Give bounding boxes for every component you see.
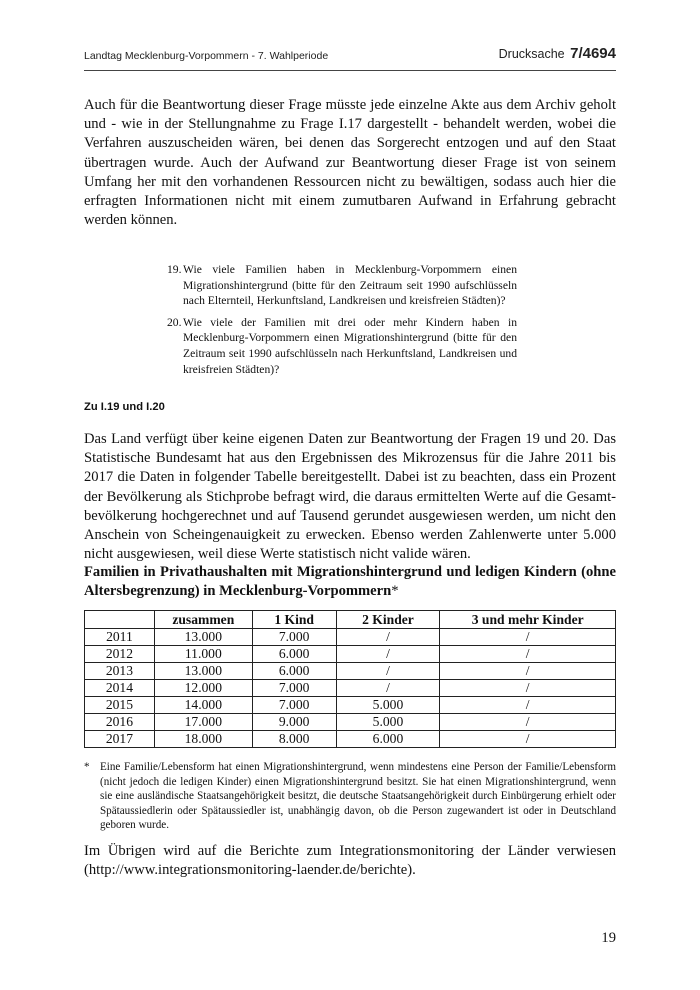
table-row xyxy=(85,697,616,714)
table-cell: 2015 xyxy=(85,697,155,714)
table-cell: 6.000 xyxy=(252,646,336,663)
table-row xyxy=(85,714,616,731)
footnote-marker: * xyxy=(84,761,90,773)
table-title xyxy=(84,563,616,601)
table-cell: 2012 xyxy=(85,646,155,663)
table-cell: 14.000 xyxy=(154,697,252,714)
page-header xyxy=(84,44,616,71)
footnote-text: Eine Familie/Lebensform hat einen Migrationshintergrund, wenn mindestens eine Person der Familie/Lebensform (nicht jedoch die ledigen Kinder) einen Migrationshintergrund besitzt. Sie hat einen Migrationshintergrund, wenn sie eine ausländische Staatsangehörigkeit besitzt, die deutsche Staatsangehörigkeit durch Einbürgerung erhielt oder Spätaussiedlerin oder Spätaussiedler ist, unabhängig davon, ob die Person zugewandert ist oder in Deutschland geboren wurde. xyxy=(100,761,616,832)
table-cell: / xyxy=(336,629,440,646)
section-heading: Zu I.19 und I.20 xyxy=(84,401,165,413)
table-row xyxy=(85,663,616,680)
table-cell: / xyxy=(440,714,616,731)
column-header xyxy=(85,611,155,629)
question-text: Wie viele der Familien mit drei oder mehr Kindern haben in Mecklenburg-Vorpommern einen Migrationshintergrund (bitte für den Zeitraum seit 1990 aufschlüsseln nach Herkunftsland, Landkreisen und kreisfreien Städten)? xyxy=(183,315,517,376)
column-header: zusammen xyxy=(154,611,252,629)
table-cell: 7.000 xyxy=(252,680,336,697)
table-cell: 9.000 xyxy=(252,714,336,731)
table-row xyxy=(85,731,616,748)
table-cell: 7.000 xyxy=(252,629,336,646)
intro-paragraph: Auch für die Beantwortung dieser Frage müsste jede einzelne Akte aus dem Archiv geholt und - wie in der Stellungnahme zu Frage I.17 dargestellt - behandelt werden, wobei die Verfahren auszuscheiden wären, bei denen das Sorgerecht entzogen und auf den Staat übertragen wurde. Auch der Aufwand zur Beantwortung dieser Frage ist von seinem Umfang her mit den vorhandenen Ressourcen nicht zu bewältigen, sodass auch hier die erfragten Informationen nicht mit einem zumutbaren Aufwand in Erfahrung gebracht werden können. xyxy=(84,97,616,229)
table-cell: 5.000 xyxy=(336,714,440,731)
column-header: 3 und mehr Kinder xyxy=(440,611,616,629)
question-item xyxy=(167,262,517,309)
table-title-footnote-marker: * xyxy=(391,583,399,599)
table-cell: 17.000 xyxy=(154,714,252,731)
question-number: 19. xyxy=(167,263,182,276)
table-row xyxy=(85,646,616,663)
table-row xyxy=(85,680,616,697)
table-cell: 2016 xyxy=(85,714,155,731)
table-cell: 6.000 xyxy=(336,731,440,748)
table-header-row xyxy=(85,611,616,629)
table-cell: / xyxy=(440,731,616,748)
table-cell: 2017 xyxy=(85,731,155,748)
table-cell: / xyxy=(440,663,616,680)
column-header: 2 Kinder xyxy=(336,611,440,629)
answer-paragraph: Das Land verfügt über keine eigenen Daten zur Beantwortung der Fragen 19 und 20. Das Statistische Bundesamt hat aus den Ergebnissen des Mikrozensus für die Jahre 2011 bis 2017 die Daten in folgender Tabelle bereitgestellt. Dabei ist zu beachten, dass ein Prozent der Bevölkerung als Stichprobe befragt wird, die daraus ermittelten Werte auf die Gesamtbevölkerung hochgerechnet und auf Tausend gerundet ausgewiesen werden, um nicht den Anschein von Scheingenauigkeit zu erwecken. Ebenso werden Zahlenwerte unter 5.000 nicht ausgewiesen, weil diese Werte statistisch nicht valide wären. xyxy=(84,431,616,563)
closing-paragraph: Im Übrigen wird auf die Berichte zum Integrationsmonitoring der Länder verwiesen (http://www.integrationsmonitoring-laender.de/berichte). xyxy=(84,843,616,879)
table-cell: 13.000 xyxy=(154,629,252,646)
table-footnote xyxy=(84,760,616,833)
table-cell: 6.000 xyxy=(252,663,336,680)
table-cell: 2014 xyxy=(85,680,155,697)
table-cell: 2013 xyxy=(85,663,155,680)
table-cell: 13.000 xyxy=(154,663,252,680)
table-cell: / xyxy=(440,680,616,697)
header-doc-label: Drucksache xyxy=(498,47,565,61)
table-cell: 5.000 xyxy=(336,697,440,714)
table-cell: / xyxy=(336,646,440,663)
question-number: 20. xyxy=(167,315,182,329)
table-cell: 12.000 xyxy=(154,680,252,697)
question-text: Wie viele Familien haben in Mecklenburg-Vorpommern einen Migrationshintergrund (bitte für den Zeitraum seit 1990 aufschlüsseln nach Elternteil, Herkunftsland, Landkreisen und kreisfreien Städten)? xyxy=(183,263,517,308)
table-cell: / xyxy=(440,629,616,646)
table-cell: / xyxy=(440,646,616,663)
table-cell: 7.000 xyxy=(252,697,336,714)
column-header: 1 Kind xyxy=(252,611,336,629)
table-cell: 11.000 xyxy=(154,646,252,663)
table-cell: 18.000 xyxy=(154,731,252,748)
question-list xyxy=(167,262,517,383)
header-doc-number: 7/4694 xyxy=(570,45,616,62)
statistics-table xyxy=(84,610,616,748)
header-parliament-label: Landtag Mecklenburg-Vorpommern - 7. Wahlperiode xyxy=(84,50,329,62)
table-cell: / xyxy=(336,663,440,680)
page-number: 19 xyxy=(601,930,616,946)
header-document-reference xyxy=(499,45,616,62)
table-cell: / xyxy=(440,697,616,714)
table-row xyxy=(85,629,616,646)
table-cell: / xyxy=(336,680,440,697)
table-title-text: Familien in Privathaushalten mit Migrationshintergrund und ledigen Kindern (ohne Altersbegrenzung) in Mecklenburg-Vorpommern xyxy=(84,564,616,599)
table-cell: 2011 xyxy=(85,629,155,646)
question-item xyxy=(167,315,517,377)
table-cell: 8.000 xyxy=(252,731,336,748)
